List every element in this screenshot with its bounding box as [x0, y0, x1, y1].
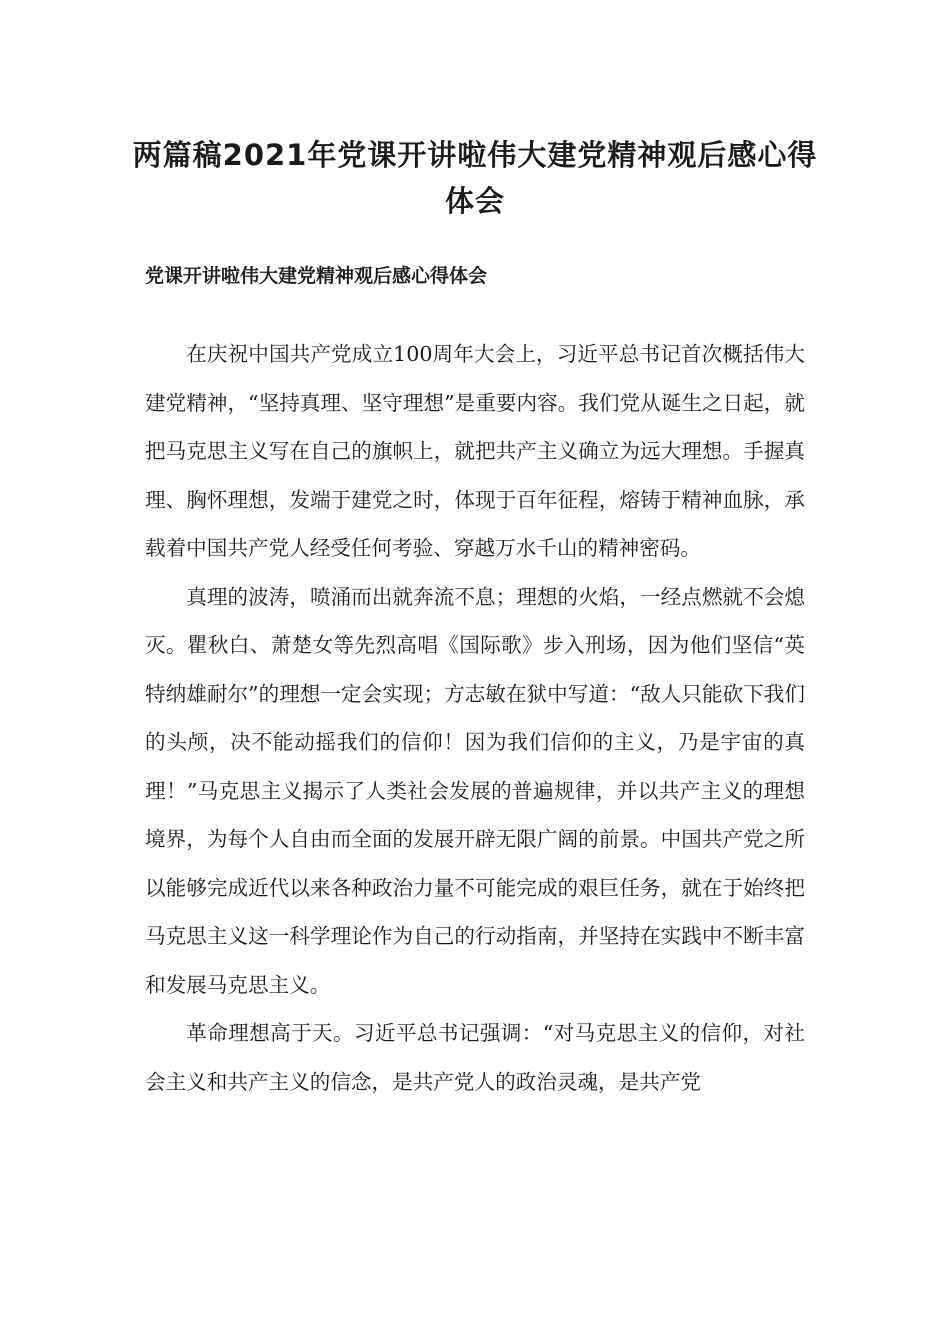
paragraph: 革命理想高于天。习近平总书记强调：“对马克思主义的信仰，对社会主义和共产主义的信念，是共产党人的政治灵魂，是共产党 — [145, 1021, 805, 1094]
paragraph: 真理的波涛，喷涌而出就奔流不息；理想的火焰，一经点燃就不会熄灭。瞿秋白、萧楚女等先烈高唱《国际歌》步入刑场，因为他们坚信“英特纳雄耐尔”的理想一定会实现；方志敏在狱中写道：“敌人只能砍下我们的头颅，决不能动摇我们的信仰！因为我们信仰的主义，乃是宇宙的真理！”马克思主义揭示了人类社会发展的普遍规律，并以共产主义的理想境界，为每个人自由而全面的发展开辟无限广阔的前景。中国共产党之所以能够完成近代以来各种政治力量不可能完成的艰巨任务，就在于始终把马克思主义这一科学理论作为自己的行动指南，并坚持在实践中不断丰富和发展马克思主义。 — [145, 584, 805, 997]
paragraph: 在庆祝中国共产党成立100周年大会上，习近平总书记首次概括伟大建党精神，“坚持真理、坚守理想”是重要内容。我们党从诞生之日起，就把马克思主义写在自己的旗帜上，就把共产主义确立为远大理想。手握真理、胸怀理想，发端于建党之时，体现于百年征程，熔铸于精神血脉，承载着中国共产党人经受任何考验、穿越万水千山的精神密码。 — [145, 342, 805, 560]
document-body — [145, 330, 805, 1106]
document-title: 两篇稿2021年党课开讲啦伟大建党精神观后感心得体会 — [132, 138, 818, 218]
section-heading: 党课开讲啦伟大建党精神观后感心得体会 — [145, 265, 488, 287]
